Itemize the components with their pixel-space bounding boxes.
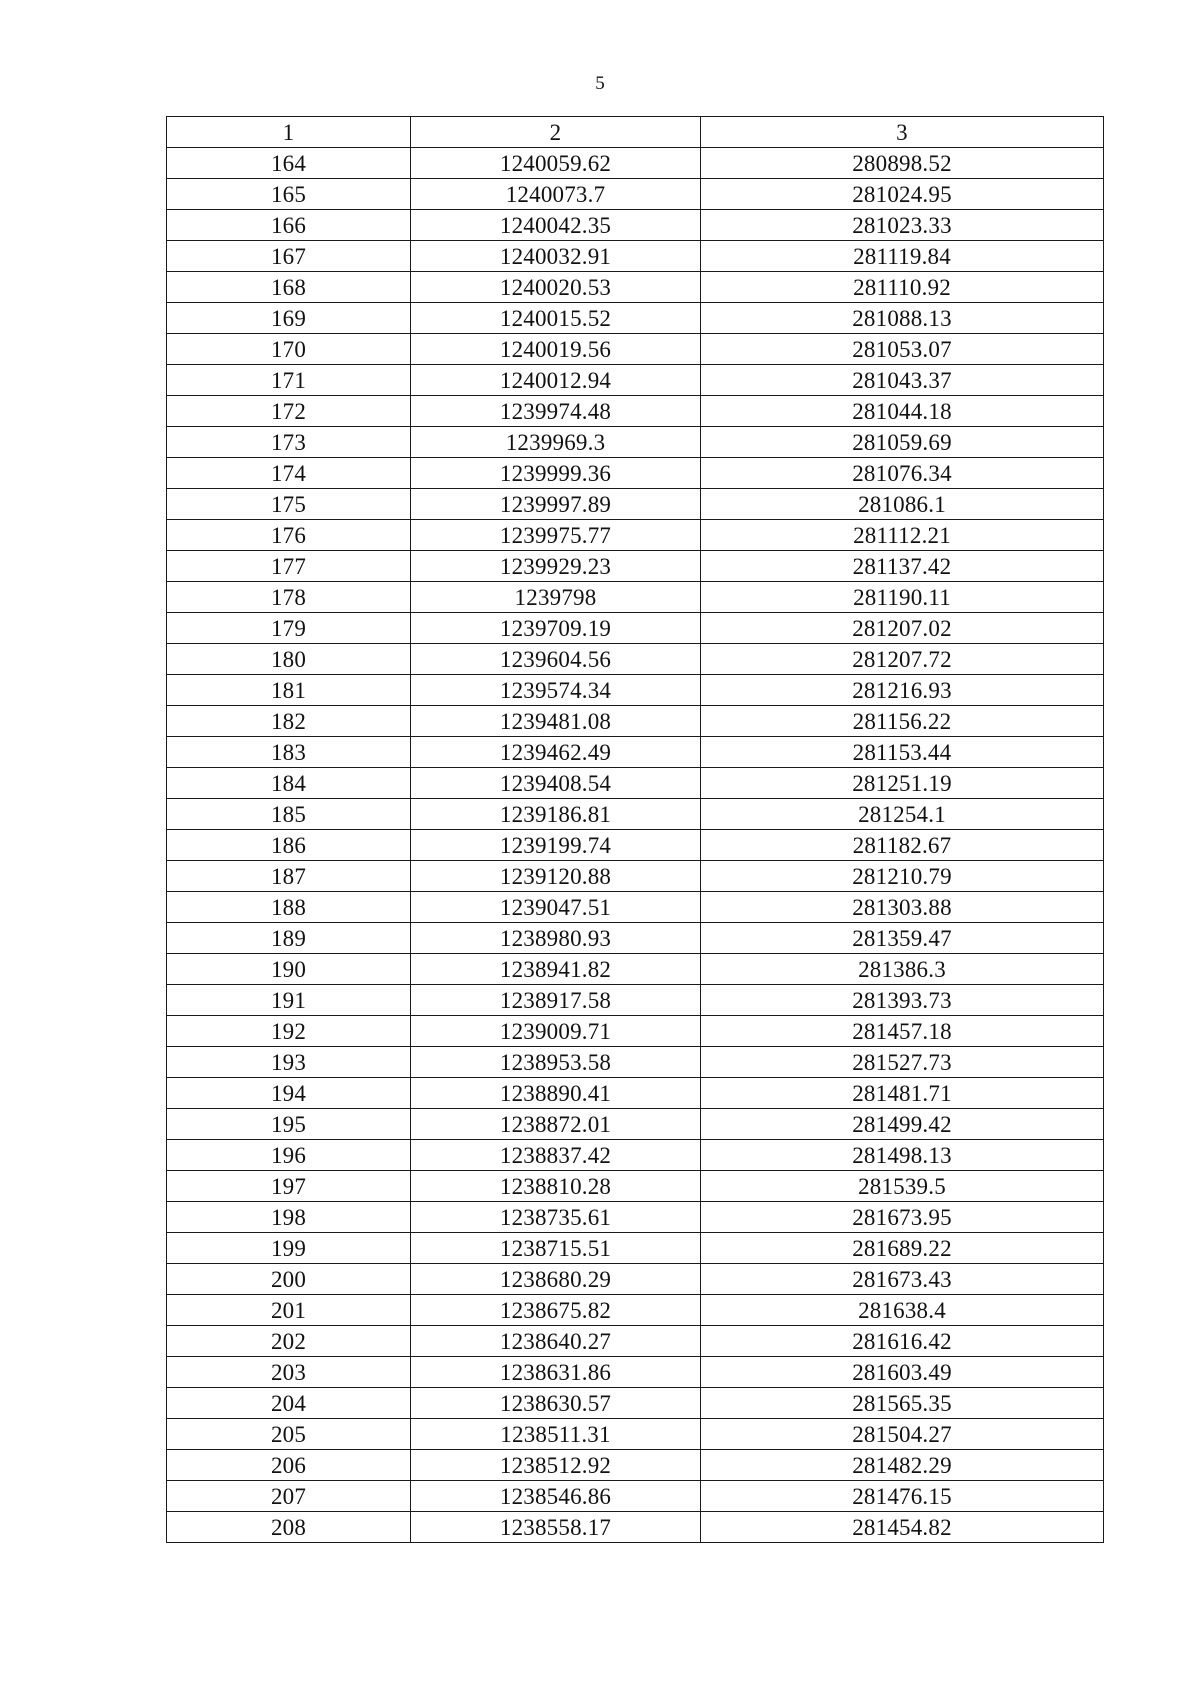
point-number-cell: 194 [167,1078,411,1109]
point-number-cell: 208 [167,1512,411,1543]
coordinate-x-cell: 1238680.29 [411,1264,701,1295]
table-row [167,954,1104,985]
coordinate-x-cell: 1238810.28 [411,1171,701,1202]
coordinate-x-cell: 1239997.89 [411,489,701,520]
point-number-cell: 193 [167,1047,411,1078]
coordinate-x-cell: 1238511.31 [411,1419,701,1450]
coordinate-x-cell: 1238980.93 [411,923,701,954]
table-row [167,985,1104,1016]
coordinate-y-cell: 281539.5 [701,1171,1104,1202]
table-row [167,551,1104,582]
table-row [167,1450,1104,1481]
point-number-cell: 176 [167,520,411,551]
point-number-cell: 179 [167,613,411,644]
table-row [167,1202,1104,1233]
coordinate-x-cell: 1238675.82 [411,1295,701,1326]
point-number-cell: 174 [167,458,411,489]
table-row [167,210,1104,241]
coordinate-x-cell: 1240015.52 [411,303,701,334]
point-number-cell: 173 [167,427,411,458]
coordinate-y-cell: 281386.3 [701,954,1104,985]
table-row [167,489,1104,520]
point-number-cell: 189 [167,923,411,954]
coordinate-y-cell: 281210.79 [701,861,1104,892]
coordinate-x-cell: 1239974.48 [411,396,701,427]
table-row [167,334,1104,365]
point-number-cell: 205 [167,1419,411,1450]
point-number-cell: 207 [167,1481,411,1512]
table-row [167,241,1104,272]
coordinate-x-cell: 1238872.01 [411,1109,701,1140]
coordinate-y-cell: 281393.73 [701,985,1104,1016]
point-number-cell: 186 [167,830,411,861]
column-header-1: 1 [167,117,411,148]
coordinate-x-cell: 1238917.58 [411,985,701,1016]
coordinate-y-cell: 281251.19 [701,768,1104,799]
coordinate-y-cell: 281673.43 [701,1264,1104,1295]
coordinate-x-cell: 1239120.88 [411,861,701,892]
coordinate-x-cell: 1238546.86 [411,1481,701,1512]
table-row [167,1264,1104,1295]
coordinate-y-cell: 281053.07 [701,334,1104,365]
table-row [167,272,1104,303]
table-row [167,706,1104,737]
table-row [167,303,1104,334]
table-row [167,148,1104,179]
point-number-cell: 172 [167,396,411,427]
coordinate-y-cell: 281359.47 [701,923,1104,954]
point-number-cell: 201 [167,1295,411,1326]
point-number-cell: 199 [167,1233,411,1264]
coordinate-x-cell: 1239604.56 [411,644,701,675]
point-number-cell: 164 [167,148,411,179]
coordinate-x-cell: 1240042.35 [411,210,701,241]
point-number-cell: 196 [167,1140,411,1171]
coordinate-x-cell: 1239798 [411,582,701,613]
coordinate-x-cell: 1238640.27 [411,1326,701,1357]
coordinate-y-cell: 281119.84 [701,241,1104,272]
coordinate-y-cell: 281112.21 [701,520,1104,551]
point-number-cell: 188 [167,892,411,923]
table-row [167,1047,1104,1078]
coordinate-y-cell: 281044.18 [701,396,1104,427]
coordinate-y-cell: 281182.67 [701,830,1104,861]
coordinate-x-cell: 1239047.51 [411,892,701,923]
coordinate-x-cell: 1238630.57 [411,1388,701,1419]
coordinate-y-cell: 281482.29 [701,1450,1104,1481]
point-number-cell: 204 [167,1388,411,1419]
point-number-cell: 200 [167,1264,411,1295]
coordinate-x-cell: 1240032.91 [411,241,701,272]
table-row [167,613,1104,644]
point-number-cell: 182 [167,706,411,737]
coordinate-x-cell: 1240073.7 [411,179,701,210]
point-number-cell: 165 [167,179,411,210]
coordinate-y-cell: 281059.69 [701,427,1104,458]
page-number: 5 [595,73,605,94]
coordinate-x-cell: 1238558.17 [411,1512,701,1543]
coordinate-x-cell: 1239969.3 [411,427,701,458]
coordinate-y-cell: 281110.92 [701,272,1104,303]
coordinate-y-cell: 281476.15 [701,1481,1104,1512]
coordinate-y-cell: 281156.22 [701,706,1104,737]
table-row [167,799,1104,830]
table-row [167,1419,1104,1450]
point-number-cell: 203 [167,1357,411,1388]
coordinate-x-cell: 1239186.81 [411,799,701,830]
coordinate-y-cell: 281457.18 [701,1016,1104,1047]
coordinate-y-cell: 281504.27 [701,1419,1104,1450]
coordinate-y-cell: 281603.49 [701,1357,1104,1388]
coordinate-y-cell: 281616.42 [701,1326,1104,1357]
coordinate-y-cell: 281638.4 [701,1295,1104,1326]
coordinate-x-cell: 1240012.94 [411,365,701,396]
coordinate-x-cell: 1238837.42 [411,1140,701,1171]
coordinate-y-cell: 281076.34 [701,458,1104,489]
coordinate-x-cell: 1238631.86 [411,1357,701,1388]
table-row [167,179,1104,210]
coordinate-x-cell: 1239199.74 [411,830,701,861]
table-row [167,1078,1104,1109]
table-row [167,1140,1104,1171]
table-row [167,923,1104,954]
point-number-cell: 180 [167,644,411,675]
table-row [167,582,1104,613]
coordinate-y-cell: 281190.11 [701,582,1104,613]
table-row [167,830,1104,861]
table-row [167,675,1104,706]
coordinate-x-cell: 1240059.62 [411,148,701,179]
table-row [167,396,1104,427]
coordinate-x-cell: 1239462.49 [411,737,701,768]
point-number-cell: 183 [167,737,411,768]
point-number-cell: 184 [167,768,411,799]
point-number-cell: 202 [167,1326,411,1357]
coordinate-y-cell: 281086.1 [701,489,1104,520]
coordinate-y-cell: 281153.44 [701,737,1104,768]
table-row [167,892,1104,923]
coordinate-y-cell: 281137.42 [701,551,1104,582]
coordinate-y-cell: 281207.72 [701,644,1104,675]
coordinate-y-cell: 281043.37 [701,365,1104,396]
table-row [167,1016,1104,1047]
coordinates-table [166,116,1104,1543]
coordinate-y-cell: 281499.42 [701,1109,1104,1140]
point-number-cell: 169 [167,303,411,334]
coordinate-x-cell: 1239999.36 [411,458,701,489]
point-number-cell: 171 [167,365,411,396]
table-row [167,644,1104,675]
coordinate-y-cell: 281303.88 [701,892,1104,923]
point-number-cell: 190 [167,954,411,985]
point-number-cell: 175 [167,489,411,520]
point-number-cell: 167 [167,241,411,272]
table-row [167,737,1104,768]
point-number-cell: 191 [167,985,411,1016]
point-number-cell: 195 [167,1109,411,1140]
table-row [167,1388,1104,1419]
coordinate-x-cell: 1238890.41 [411,1078,701,1109]
coordinate-x-cell: 1239975.77 [411,520,701,551]
table-row [167,1357,1104,1388]
table-row [167,458,1104,489]
table-row [167,1326,1104,1357]
coordinate-x-cell: 1239009.71 [411,1016,701,1047]
point-number-cell: 198 [167,1202,411,1233]
coordinate-y-cell: 280898.52 [701,148,1104,179]
coordinate-y-cell: 281207.02 [701,613,1104,644]
point-number-cell: 185 [167,799,411,830]
coordinate-y-cell: 281216.93 [701,675,1104,706]
coordinate-y-cell: 281673.95 [701,1202,1104,1233]
table-row [167,1512,1104,1543]
point-number-cell: 197 [167,1171,411,1202]
table-row [167,365,1104,396]
point-number-cell: 192 [167,1016,411,1047]
point-number-cell: 177 [167,551,411,582]
coordinate-y-cell: 281254.1 [701,799,1104,830]
coordinate-x-cell: 1239481.08 [411,706,701,737]
coordinate-x-cell: 1239408.54 [411,768,701,799]
coordinate-x-cell: 1238715.51 [411,1233,701,1264]
table-row [167,1233,1104,1264]
coordinate-x-cell: 1238941.82 [411,954,701,985]
coordinate-y-cell: 281565.35 [701,1388,1104,1419]
point-number-cell: 206 [167,1450,411,1481]
coordinate-y-cell: 281689.22 [701,1233,1104,1264]
table-row [167,768,1104,799]
coordinates-table-body [167,117,1104,1543]
coordinate-x-cell: 1238735.61 [411,1202,701,1233]
coordinate-y-cell: 281024.95 [701,179,1104,210]
point-number-cell: 166 [167,210,411,241]
table-row [167,1295,1104,1326]
table-header-row [167,117,1104,148]
coordinate-y-cell: 281498.13 [701,1140,1104,1171]
point-number-cell: 170 [167,334,411,365]
point-number-cell: 181 [167,675,411,706]
coordinate-y-cell: 281527.73 [701,1047,1104,1078]
column-header-2: 2 [411,117,701,148]
table-row [167,520,1104,551]
column-header-3: 3 [701,117,1104,148]
point-number-cell: 168 [167,272,411,303]
coordinate-x-cell: 1238512.92 [411,1450,701,1481]
table-row [167,1171,1104,1202]
coordinate-x-cell: 1239929.23 [411,551,701,582]
coordinate-x-cell: 1239574.34 [411,675,701,706]
coordinate-y-cell: 281023.33 [701,210,1104,241]
table-row [167,1109,1104,1140]
table-row [167,861,1104,892]
point-number-cell: 178 [167,582,411,613]
point-number-cell: 187 [167,861,411,892]
coordinate-x-cell: 1239709.19 [411,613,701,644]
coordinate-x-cell: 1240020.53 [411,272,701,303]
coordinate-x-cell: 1238953.58 [411,1047,701,1078]
coordinate-y-cell: 281454.82 [701,1512,1104,1543]
coordinate-y-cell: 281088.13 [701,303,1104,334]
table-row [167,1481,1104,1512]
table-row [167,427,1104,458]
coordinate-y-cell: 281481.71 [701,1078,1104,1109]
coordinate-x-cell: 1240019.56 [411,334,701,365]
